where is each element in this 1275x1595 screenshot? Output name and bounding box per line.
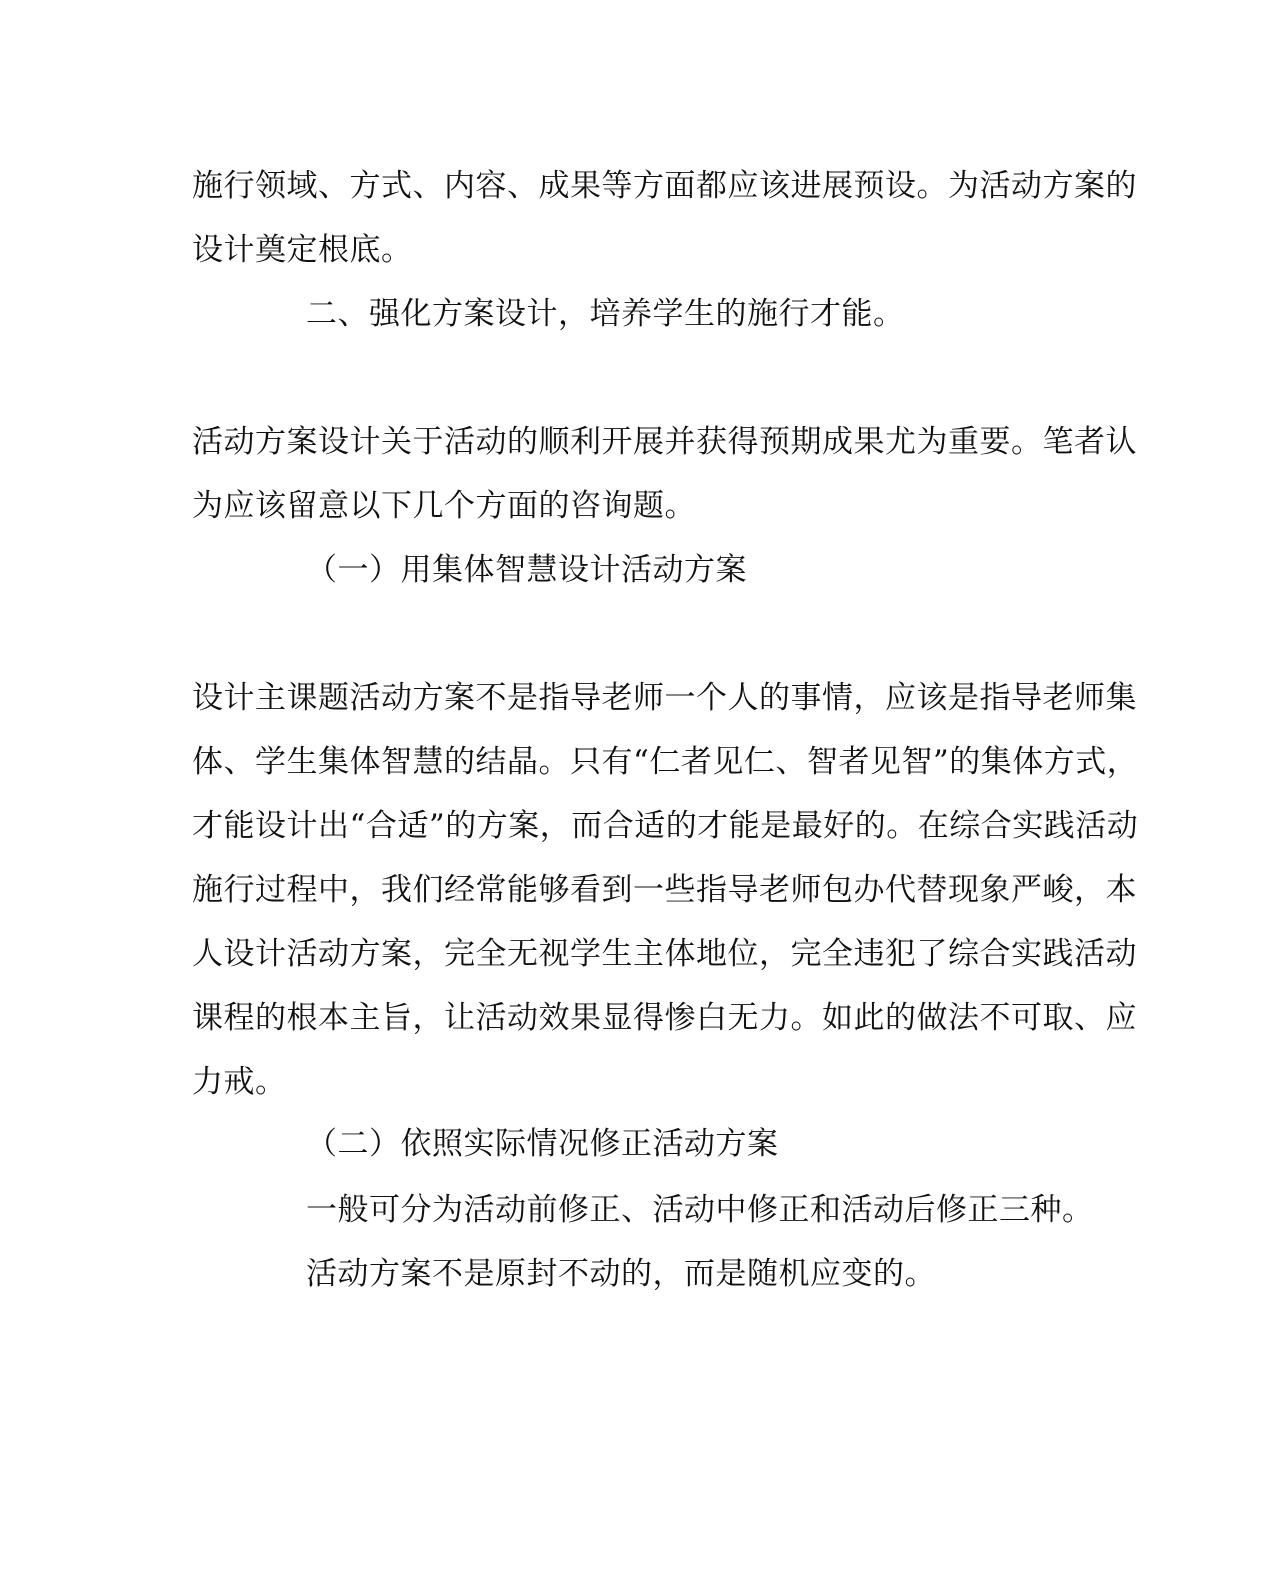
paragraph-line: 人设计活动方案，完全无视学生主体地位，完全违犯了综合实践活动 [192, 936, 1137, 972]
paragraph-line: 为应该留意以下几个方面的咨询题。 [192, 488, 696, 524]
section-heading: 二、强化方案设计，培养学生的施行才能。 [306, 296, 905, 332]
paragraph-line: 活动方案不是原封不动的，而是随机应变的。 [306, 1256, 936, 1292]
paragraph-line: 设计奠定根底。 [192, 232, 413, 268]
paragraph-line: 施行过程中，我们经常能够看到一些指导老师包办代替现象严峻，本 [192, 872, 1137, 908]
paragraph-line: 活动方案设计关于活动的顺利开展并获得预期成果尤为重要。笔者认 [192, 424, 1137, 460]
paragraph-line: 体、学生集体智慧的结晶。只有“仁者见仁、智者见智”的集体方式， [192, 744, 1139, 780]
subsection-heading: （二）依照实际情况修正活动方案 [306, 1126, 779, 1162]
paragraph-line: 力戒。 [192, 1064, 287, 1100]
subsection-heading: （一）用集体智慧设计活动方案 [306, 552, 747, 588]
paragraph-line: 设计主课题活动方案不是指导老师一个人的事情，应该是指导老师集 [192, 680, 1137, 716]
paragraph-line: 一般可分为活动前修正、活动中修正和活动后修正三种。 [306, 1192, 1094, 1228]
paragraph-line: 才能设计出“合适”的方案，而合适的才能是最好的。在综合实践活动 [192, 808, 1139, 844]
paragraph-line: 施行领域、方式、内容、成果等方面都应该进展预设。为活动方案的 [192, 168, 1137, 204]
paragraph-line: 课程的根本主旨，让活动效果显得惨白无力。如此的做法不可取、应 [192, 1000, 1137, 1036]
